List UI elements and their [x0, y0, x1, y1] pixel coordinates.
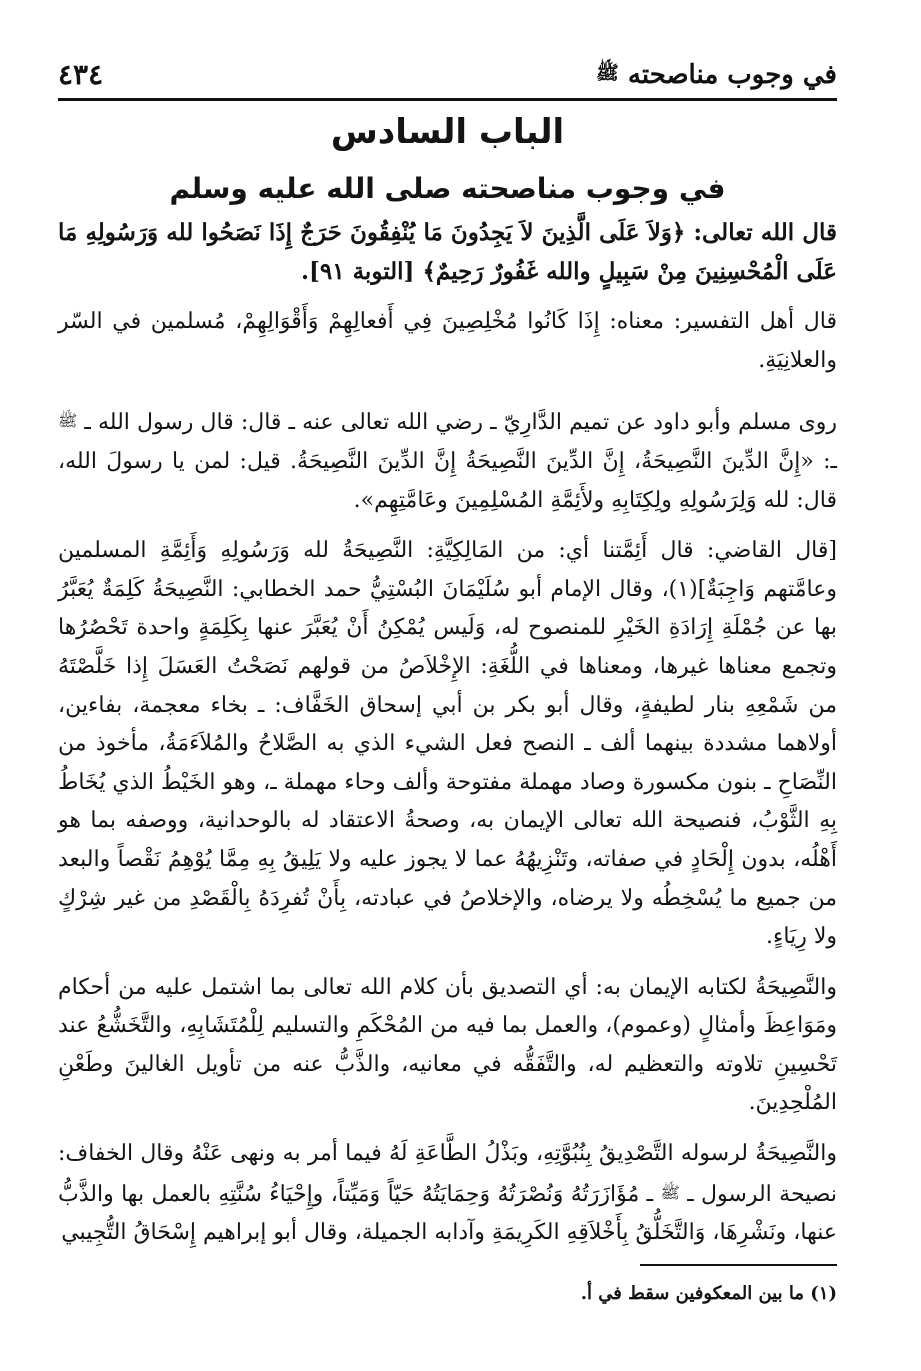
- paragraph-text: [قال القاضي: قال أَئِمَّتنا أي: من المَالِكِيَّةِ: النَّصِيحَةُ لله وَرَسُولِهِ وَأَئِمَّةِ المسلمين وعامَّتهم وَاجِبَةٌ](١)، وقال الإمام أبو سُلَيْمَانَ البُسْتِيُّ حمد الخطابي: النَّصِيحَةُ كَلِمَةٌ يُعَبَّرُ بها عن جُمْلَةِ إِرَادَةِ الخَيْرِ للمنصوح له، وَلَيس يُمْكِنُ أَنْ يُعَبَّرَ عنها بِكَلِمَةٍ واحدة تَحْصُرُها وتجمع معناها غيرها، ومعناها في اللُّغَةِ: الإِخْلاَصُ من قولهم نَصَحْتُ العَسَلَ إِذا خَلَّصْتَهُ من شَمْعِهِ بنار لطيفةٍ، وقال أبو بكر بن أبي إسحاق الخَفَّاف: ـ بخاء معجمة، بفاءين، أولاهما مشددة بينهما ألف ـ النصح فعل الشيء الذي به الصَّلاحُ والمُلاَءَمَةُ، مأخوذ من النِّصَاحِ ـ بنون مكسورة وصاد مهملة مفتوحة وألف وحاء مهملة ـ، وهو الخَيْطُ الذي يُخَاطُ بِهِ الثَّوْبُ، فنصيحة الله تعالى الإيمان به، وصحةُ الاعتقاد له بالوحدانية، ووصفه بما هو أَهْلُه، بدون إِلْحَادٍ في صفاته، وتَنْزِيهُهُ عما لا يجوز عليه ولا يَلِيقُ بِهِ مِمَّا يُوْهِمُ نَقْصاً والبعد من جميع ما يُسْخِطُه ولا يرضاه، والإخلاصُ في عبادته، بِأَنْ تُفرِدَهُ بِالْقَصْدِ من غير شِرْكٍ ولا رِيَاءٍ.: [58, 538, 837, 950]
- paragraph-text: والنَّصِيحَةُ لرسوله التَّصْدِيقُ بِنُبُوَّتِهِ، وبَذْلُ الطَّاعَةِ لَهُ فيما أمر به ونهى عَنْهُ وقال الخفاف: نصيحة الرسول ـ: [58, 1141, 838, 1207]
- rasul-paragraph: [58, 1135, 837, 1253]
- footnote-divider: [640, 1264, 837, 1266]
- footnote: (١) ما بين المعكوفين سقط في أ.: [580, 1283, 837, 1304]
- kitab-paragraph: [58, 969, 837, 1123]
- paragraph-text: والنَّصِيحَةُ لكتابه الإيمان به: أي التصديق بأن كلام الله تعالى بما اشتمل عليه من أحكام ومَوَاعِظَ وأمثالٍ (وعموم)، والعمل بما فيه من المُحْكَمِ والتسليم لِلْمُتَشَابِهِ، والتَّخَشُّعُ عند تَحْسِينِ تلاوته والتعظيم له، والتَّفَقُّه في معانيه، والذَّبُّ عنه من تأويل الغالينَ وطَعْنِ المُلْحِدِينَ.: [58, 974, 837, 1116]
- paragraph-text: قال أهل التفسير: معناه: إِذَا كَانُوا مُخْلِصِينَ فِي أَفعالِهِمْ وَأَقْوَالِهِمْ، مُسلمين في السّر والعلانِيَةِ.: [58, 309, 837, 373]
- header-title-text: في وجوب مناصحته: [627, 60, 837, 90]
- chapter-subtitle: في وجوب مناصحته صلى الله عليه وسلم: [169, 172, 726, 205]
- running-header: [58, 56, 837, 98]
- paragraph-text: قال الله تعالى: ﴿وَلاَ عَلَى الَّذِينَ لاَ يَجِدُونَ مَا يُنْفِقُونَ حَرَجٌ إِذَا نَصَحُوا لله وَرَسُولِهِ مَا عَلَى الْمُحْسِنِينَ مِنْ سَبِيلٍ والله غَفُورٌ رَحِيمٌ﴾ [التوبة ٩١].: [58, 219, 837, 285]
- honorific-glyph: ﷺ: [595, 62, 619, 84]
- chapter-title: الباب السادس: [330, 112, 565, 152]
- header-divider: [58, 98, 837, 101]
- honorific-glyph: ﷺ: [58, 411, 78, 431]
- running-header-title: [596, 60, 837, 90]
- tafsir-paragraph: [58, 303, 837, 380]
- paragraph-text: ـ: «إِنَّ الدِّينَ النَّصِيحَةُ، إِنَّ الدِّينَ النَّصِيحَةُ إِنَّ الدِّينَ النَّصِيحَةُ. قيل: لمن يا رسولَ الله، قال: لله وَلِرَسُولِهِ ولِكِتَابِهِ ولأَئِمَّةِ المُسْلِمِينَ وعَامَّتِهِم».: [58, 448, 837, 513]
- quran-verse-paragraph: [58, 214, 837, 291]
- main-text: [58, 214, 837, 1253]
- honorific-glyph: ﷺ: [660, 1182, 680, 1202]
- paragraph-text: ـ مُؤَازَرَتُهُ وَنُصْرَتُهُ وَحِمَايَتُهُ حَيّاً وَمَيِّتاً، وإِحْيَاءُ سُنَّتِهِ بالعمل بها والذَّبُّ عنها، ونَشْرِهَا، وَالتَّخَلُّقُ بِأَخْلاَقِهِ الكَرِيمَةِ وآدابه الجميلة، وقال أبو إبراهيم إِسْحَاقُ التُّجِيبي: [58, 1181, 837, 1246]
- paragraph-text: روى مسلم وأبو داود عن تميم الدَّارِيّ ـ رضي الله تعالى عنه ـ قال: قال رسول الله ـ: [77, 410, 837, 436]
- page-number: ٤٣٤: [58, 58, 104, 91]
- hadith-paragraph: [58, 402, 837, 520]
- qadi-paragraph: [58, 532, 837, 957]
